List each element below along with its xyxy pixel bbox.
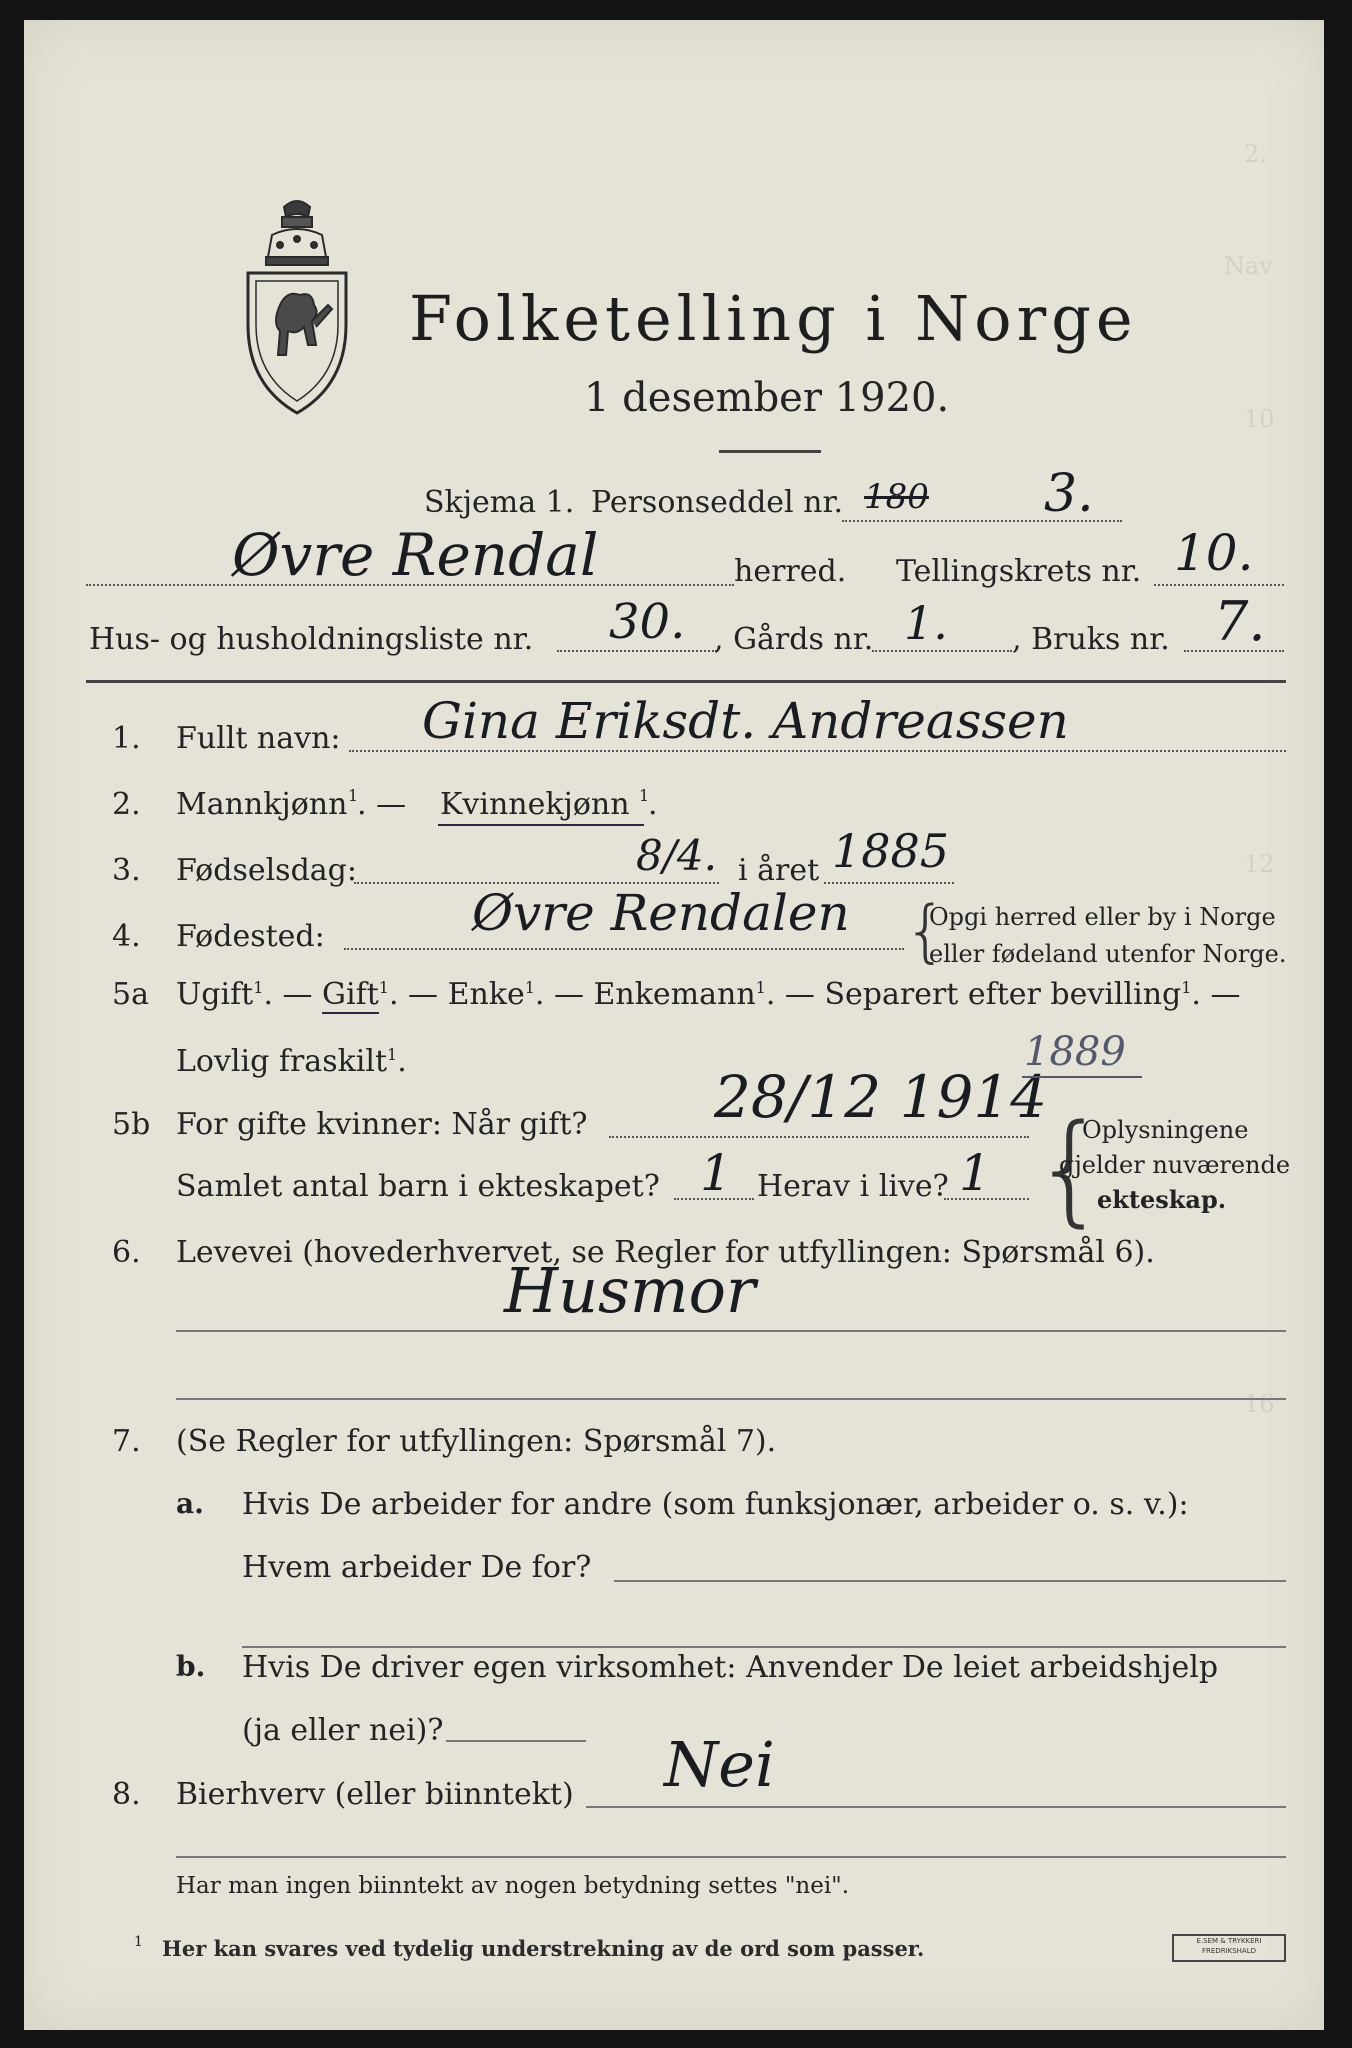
q4-note-1: Opgi herred eller by i Norge	[929, 903, 1276, 931]
bruks-label: , Bruks nr.	[1012, 622, 1170, 657]
personseddel-struck: 180	[864, 477, 929, 517]
gards-line	[872, 650, 1012, 652]
title-rule	[719, 450, 821, 453]
q3-day: 8/4.	[636, 831, 717, 880]
q5a-ugift: Ugift	[176, 977, 254, 1012]
personseddel-value: 3.	[1044, 464, 1094, 524]
q5b-line	[609, 1136, 1029, 1138]
norwegian-coat-of-arms-icon	[242, 195, 352, 420]
q3-label: Fødselsdag:	[176, 853, 357, 888]
skjema-label: Skjema 1.	[424, 485, 575, 520]
q5a-separert: Separert efter bevilling	[824, 977, 1182, 1012]
herred-value: Øvre Rendal	[232, 521, 599, 589]
q4-value: Øvre Rendalen	[472, 884, 850, 942]
form-date: 1 desember 1920.	[584, 375, 950, 421]
q4-label: Fødested:	[176, 919, 325, 954]
q5a-sup-gift: 1	[378, 978, 389, 997]
q5a-sup-enke: 1	[524, 978, 535, 997]
q7a-line-2	[242, 1646, 1286, 1648]
footer-note: Har man ingen biinntekt av nogen betydning settes "nei".	[176, 1873, 850, 1899]
q5b-brace: {	[1032, 1100, 1109, 1239]
q2-female-underline	[438, 824, 644, 826]
q5a-fraskilt-row: Lovlig fraskilt$^1$.	[176, 1044, 407, 1079]
q7b-label: Hvis De driver egen virksomhet: Anvender De leiet arbeidshjelp	[242, 1650, 1219, 1685]
q5b-note-year: 1889	[1024, 1029, 1126, 1075]
q5b-note-year-underline	[1022, 1076, 1142, 1078]
personseddel-label: Personseddel nr.	[591, 485, 844, 520]
q5b-note-3: ekteskap.	[1097, 1185, 1227, 1214]
gards-value: 1.	[904, 596, 948, 650]
q5a-fraskilt: Lovlig fraskilt	[176, 1044, 388, 1079]
q5a-sup-fraskilt: 1	[387, 1045, 398, 1064]
q4-brace: {	[904, 892, 948, 971]
q3-year: 1885	[832, 824, 950, 878]
q7b-letter: b.	[176, 1650, 206, 1683]
q7-number: 7.	[112, 1424, 141, 1459]
q2-sup-2: 1	[639, 786, 650, 805]
q5a-gift: Gift	[322, 977, 379, 1012]
tellingskrets-value: 10.	[1174, 524, 1254, 582]
q7b-sub: (ja eller nei)?	[242, 1713, 444, 1748]
q7a-label: Hvis De arbeider for andre (som funksjonær, arbeider o. s. v.):	[242, 1487, 1189, 1522]
census-form-sheet: 2. Nav 10 12 16 Folketelling i Norge 1 desember 1920. Skjema 1. Personseddel nr. 180 3. Øvre Rendal herred. Tellingskrets nr. 10. Hus- og husholdningsliste nr. 30. , Gårds nr. 1. , Bruks nr. 7. 1. Fullt navn: Gina Eriksdt. Andreassen 2. Mannkjønn 1 . — Kvinnekjønn 1 . 3. Fødselsdag: 8/4. i året 1885 4. Fødested: Øvre Rendalen { Opgi herred eller by i Norge eller fødeland utenfor Norge. 5a Ugift$^1$. — Gift$^1$. — Enke$^1$. — Enkemann$^1$. — Separert efter bevilling$^1$. — Lovlig fraskilt$^1$. 5b For gifte kvinner: Når gift? 28/12 1914 1889 Samlet antal barn i ekteskapet? 1 Herav i live? 1 { Oplysningene gjelder nuværende ekteskap. 6. Levevei (hovederhvervet, se Regler for utfyllingen: Spørsmål 6). Husmor 7. (Se Regler for utfyllingen: Spørsmål 7). a. Hvis De arbeider for andre (som funksjonær, arbeider o. s. v.): Hvem arbeider De for? b. Hvis De driver egen virksomhet: Anvender De leiet arbeidshjelp (ja eller nei)? 8. Bierhverv (eller biinntekt) Nei Har man ingen biinntekt av nogen betydning settes "nei". 1 Her kan svares ved tydelig understrekning av de ord som passer. E.SEM & TRYKKERI FREDRIKSHALD	[24, 20, 1324, 2030]
q6-line-1	[176, 1330, 1286, 1332]
q1-line	[349, 750, 1286, 752]
q5b-note-1: Oplysningene	[1082, 1116, 1249, 1144]
tellingskrets-line	[1154, 584, 1284, 586]
q7-label: (Se Regler for utfyllingen: Spørsmål 7).	[176, 1424, 777, 1459]
q7a-sub: Hvem arbeider De for?	[242, 1550, 592, 1585]
q7a-letter: a.	[176, 1487, 204, 1520]
q5b-number: 5b	[112, 1107, 151, 1142]
footnote-mark: 1	[134, 1934, 143, 1950]
q7a-line-1	[614, 1580, 1286, 1582]
q5b-barn-value: 1	[700, 1144, 732, 1202]
gards-label: , Gårds nr.	[714, 622, 874, 657]
q1-label: Fullt navn:	[176, 721, 341, 756]
q2-end: .	[648, 787, 658, 822]
q5b-barn-label: Samlet antal barn i ekteskapet?	[176, 1169, 660, 1204]
footnote-text: Her kan svares ved tydelig understrekning av de ord som passer.	[162, 1936, 925, 1961]
printer-line-2: FREDRIKSHALD	[1201, 1947, 1256, 1955]
form-title: Folketelling i Norge	[409, 282, 1138, 355]
q5a-sup-separert: 1	[1181, 978, 1192, 997]
q8-line	[586, 1806, 1286, 1808]
tellingskrets-label: Tellingskrets nr.	[896, 554, 1142, 589]
bruks-value: 7.	[1214, 590, 1266, 653]
q2-female: Kvinnekjønn	[440, 787, 630, 822]
q8-label: Bierhverv (eller biinntekt)	[176, 1777, 574, 1812]
q4-number: 4.	[112, 919, 141, 954]
hus-line	[557, 650, 717, 652]
footer-rule	[176, 1856, 1286, 1858]
q5a-options: Ugift$^1$. — Gift$^1$. — Enke$^1$. — Enkemann$^1$. — Separert efter bevilling$^1$. —	[176, 977, 1241, 1012]
q8-number: 8.	[112, 1777, 141, 1812]
q5a-enke: Enke	[447, 977, 525, 1012]
printer-line-1: E.SEM & TRYKKERI	[1196, 1937, 1262, 1945]
printer-stamp	[1172, 1934, 1286, 1962]
q2-sup-1: 1	[348, 786, 359, 805]
q7b-line	[446, 1740, 586, 1742]
q1-value: Gina Eriksdt. Andreassen	[422, 692, 1069, 750]
q6-line-2	[176, 1398, 1286, 1400]
q2-separator: . —	[357, 787, 407, 822]
header-divider	[86, 680, 1286, 683]
q5b-note-2: gjelder nuværende	[1059, 1151, 1291, 1179]
q5a-sup-enkemann: 1	[755, 978, 766, 997]
q6-label: Levevei (hovederhvervet, se Regler for utfyllingen: Spørsmål 6).	[176, 1235, 1155, 1270]
q3-year-label: i året	[738, 853, 820, 888]
q4-note-2: eller fødeland utenfor Norge.	[929, 940, 1287, 968]
q5b-value: 28/12 1914	[714, 1063, 1048, 1131]
herred-label: herred.	[734, 554, 847, 589]
hus-value: 30.	[609, 594, 686, 650]
q2-male: Mannkjønn	[176, 787, 348, 822]
q4-line	[344, 948, 904, 950]
q6-number: 6.	[112, 1235, 141, 1270]
q2-number: 2.	[112, 787, 141, 822]
q5b-live-value: 1	[959, 1144, 991, 1202]
q5a-sup-ugift: 1	[253, 978, 264, 997]
q8-value: Nei	[664, 1728, 775, 1801]
hus-label: Hus- og husholdningsliste nr.	[89, 622, 534, 657]
q3-number: 3.	[112, 853, 141, 888]
q5b-live-label: Herav i live?	[757, 1169, 949, 1204]
q5a-enkemann: Enkemann	[593, 977, 756, 1012]
q1-number: 1.	[112, 721, 141, 756]
q5a-number: 5a	[112, 977, 149, 1012]
q5b-label: For gifte kvinner: Når gift?	[176, 1107, 588, 1142]
q6-value: Husmor	[504, 1254, 756, 1327]
